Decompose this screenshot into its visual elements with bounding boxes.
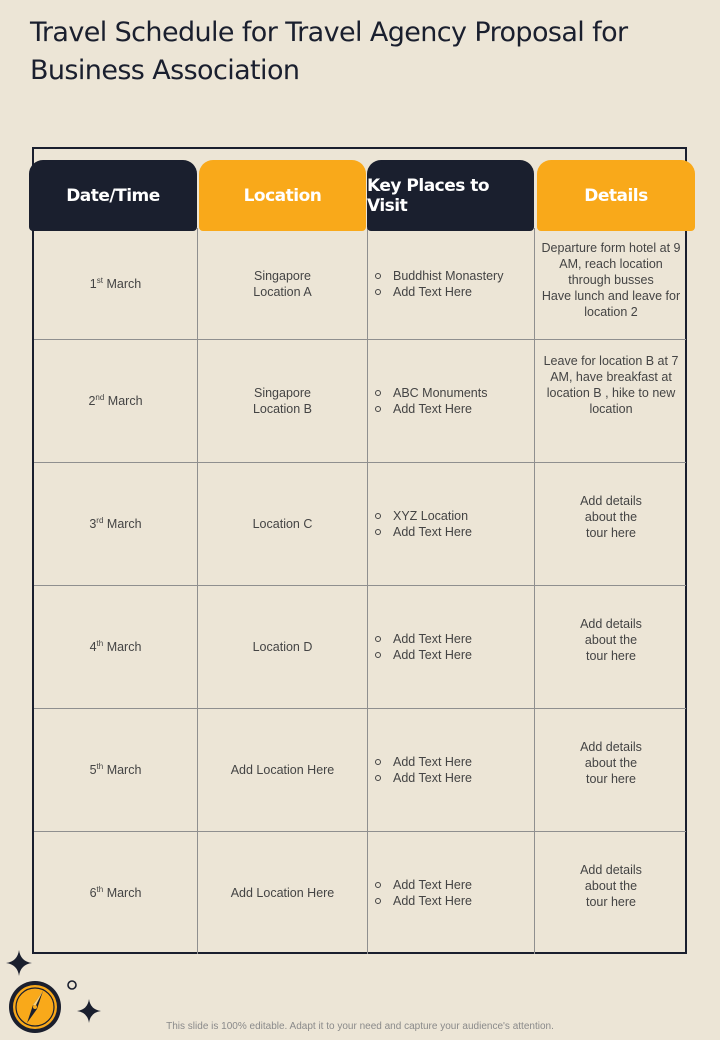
date-cell	[34, 586, 197, 708]
date-day: 4	[89, 640, 97, 654]
bullet-icon	[375, 406, 381, 412]
places-cell	[375, 586, 534, 708]
page-title: Travel Schedule for Travel Agency Proposal for Business Association	[30, 17, 628, 86]
places-list	[375, 268, 503, 300]
places-cell	[375, 340, 534, 462]
list-item	[375, 647, 472, 663]
location-cell: Add Location Here	[230, 886, 335, 900]
date-cell	[34, 832, 197, 954]
list-item	[375, 284, 503, 300]
bullet-icon	[375, 652, 381, 658]
details-cell: Add details about the tour here	[580, 494, 642, 540]
bullet-icon	[375, 759, 381, 765]
date-month: March	[107, 394, 143, 408]
places-list	[375, 754, 472, 786]
location-cell: Location C	[252, 517, 313, 531]
date-cell	[34, 229, 197, 339]
sparkle-icon	[6, 950, 32, 976]
date-suffix: st	[96, 275, 103, 285]
place-text: Add Text Here	[393, 632, 472, 646]
bullet-icon	[375, 529, 381, 535]
bullet-icon	[375, 898, 381, 904]
list-item	[375, 754, 472, 770]
header-date-time: Date/Time	[29, 160, 197, 231]
list-item	[375, 401, 487, 417]
places-cell	[375, 709, 534, 831]
list-item	[375, 508, 472, 524]
column-divider	[367, 228, 368, 954]
date-suffix: th	[96, 638, 104, 648]
places-cell	[375, 229, 534, 339]
place-text: Add Text Here	[393, 878, 472, 892]
details-cell: Add details about the tour here	[580, 863, 642, 909]
list-item	[375, 524, 472, 540]
circle-icon	[66, 979, 78, 991]
place-text: Add Text Here	[393, 402, 472, 416]
details-cell: Departure form hotel at 9 AM, reach location through busses Have lunch and leave for location 2	[541, 241, 681, 319]
date-month: March	[106, 886, 142, 900]
date-month: March	[106, 640, 142, 654]
date-day: 5	[89, 763, 97, 777]
bullet-icon	[375, 273, 381, 279]
places-list	[375, 631, 472, 663]
place-text: Add Text Here	[393, 755, 472, 769]
date-suffix: th	[96, 761, 104, 771]
date-day: 3	[89, 517, 97, 531]
footer-note: This slide is 100% editable. Adapt it to your need and capture your audience's attention.	[166, 1021, 554, 1032]
details-cell: Add details about the tour here	[580, 740, 642, 786]
places-list	[375, 508, 472, 540]
places-list	[375, 877, 472, 909]
date-day: 6	[89, 886, 97, 900]
compass-icon	[7, 979, 63, 1035]
sparkle-icon	[77, 999, 101, 1023]
places-cell	[375, 463, 534, 585]
location-cell: Singapore Location A	[253, 269, 312, 299]
list-item	[375, 268, 503, 284]
date-cell	[34, 463, 197, 585]
header-location: Location	[199, 160, 366, 231]
place-text: ABC Monuments	[393, 386, 488, 400]
bullet-icon	[375, 513, 381, 519]
header-details: Details	[537, 160, 695, 231]
date-day: 1	[89, 277, 97, 291]
date-suffix: nd	[95, 392, 105, 402]
list-item	[375, 385, 487, 401]
place-text: Add Text Here	[393, 648, 472, 662]
list-item	[375, 893, 472, 909]
date-day: 2	[88, 394, 96, 408]
place-text: Add Text Here	[393, 771, 472, 785]
list-item	[375, 770, 472, 786]
date-suffix: rd	[96, 515, 104, 525]
date-cell	[34, 340, 197, 462]
place-text: Add Text Here	[393, 525, 472, 539]
list-item	[375, 631, 472, 647]
details-cell: Leave for location B at 7 AM, have breakfast at location B , hike to new location	[543, 354, 679, 416]
date-suffix: th	[96, 884, 104, 894]
place-text: XYZ Location	[393, 509, 469, 523]
place-text: Add Text Here	[393, 894, 472, 908]
bullet-icon	[375, 775, 381, 781]
places-list	[375, 385, 487, 417]
bullet-icon	[375, 390, 381, 396]
bullet-icon	[375, 636, 381, 642]
bullet-icon	[375, 882, 381, 888]
date-month: March	[106, 763, 142, 777]
place-text: Buddhist Monastery	[393, 269, 504, 283]
date-cell	[34, 709, 197, 831]
date-month: March	[106, 277, 142, 291]
places-cell	[375, 832, 534, 954]
location-cell: Add Location Here	[230, 763, 335, 777]
date-month: March	[106, 517, 142, 531]
location-cell: Singapore Location B	[252, 386, 313, 416]
place-text: Add Text Here	[393, 285, 472, 299]
details-cell: Add details about the tour here	[580, 617, 642, 663]
location-cell: Location D	[252, 640, 313, 654]
bullet-icon	[375, 289, 381, 295]
list-item	[375, 877, 472, 893]
header-key-places: Key Places to Visit	[367, 160, 534, 231]
